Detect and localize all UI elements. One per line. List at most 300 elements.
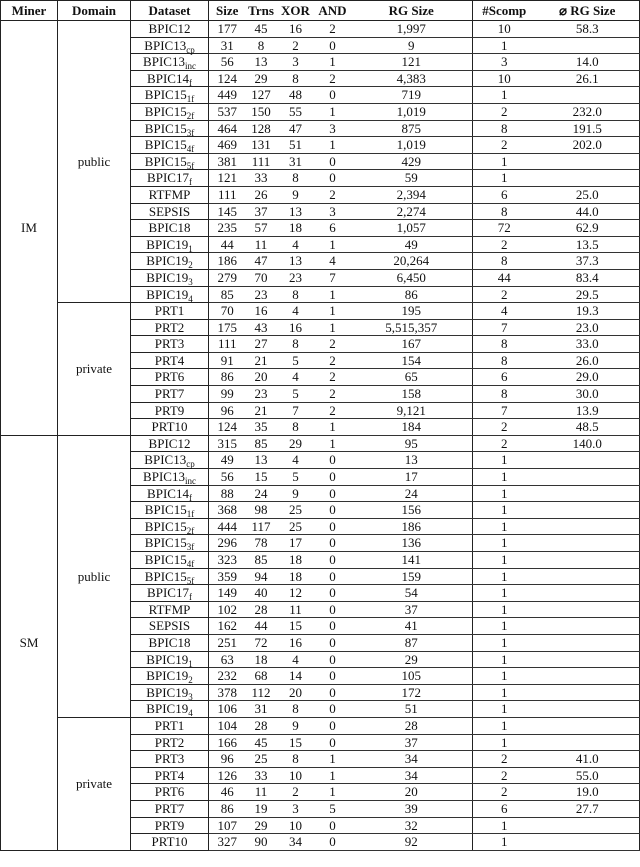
scomp-cell: 2 xyxy=(473,767,536,784)
scomp-cell: 1 xyxy=(473,651,536,668)
trns-cell: 21 xyxy=(246,352,277,369)
and-cell: 0 xyxy=(315,170,351,187)
rg-size-cell: 20 xyxy=(351,784,473,801)
scomp-cell: 1 xyxy=(473,485,536,502)
trns-cell: 21 xyxy=(246,402,277,419)
scomp-cell: 1 xyxy=(473,717,536,734)
xor-cell: 14 xyxy=(277,668,315,685)
and-cell: 4 xyxy=(315,253,351,270)
scomp-cell: 44 xyxy=(473,269,536,286)
xor-cell: 17 xyxy=(277,535,315,552)
dataset-cell xyxy=(131,634,209,651)
dataset-cell xyxy=(131,668,209,685)
header-size: Size xyxy=(209,1,246,21)
scomp-cell: 1 xyxy=(473,668,536,685)
trns-cell: 70 xyxy=(246,269,277,286)
rg-size-cell: 141 xyxy=(351,552,473,569)
avg-rg-size-cell: 25.0 xyxy=(536,186,640,203)
trns-cell: 40 xyxy=(246,585,277,602)
and-cell: 0 xyxy=(315,601,351,618)
and-cell: 0 xyxy=(315,717,351,734)
and-cell: 6 xyxy=(315,220,351,237)
avg-rg-size-cell: 62.9 xyxy=(536,220,640,237)
avg-rg-size-cell: 14.0 xyxy=(536,54,640,71)
scomp-cell: 3 xyxy=(473,54,536,71)
size-cell: 145 xyxy=(209,203,246,220)
trns-cell: 11 xyxy=(246,236,277,253)
xor-cell: 20 xyxy=(277,684,315,701)
trns-cell: 128 xyxy=(246,120,277,137)
table-row xyxy=(1,717,640,734)
trns-cell: 11 xyxy=(246,784,277,801)
size-cell: 175 xyxy=(209,319,246,336)
rg-size-cell: 9,121 xyxy=(351,402,473,419)
size-cell: 124 xyxy=(209,419,246,436)
scomp-cell: 8 xyxy=(473,120,536,137)
dataset-subscript: 5f xyxy=(186,575,195,586)
scomp-cell: 1 xyxy=(473,552,536,569)
domain-cell: private xyxy=(58,717,131,850)
trns-cell: 98 xyxy=(246,502,277,519)
dataset-subscript: cp xyxy=(186,44,195,55)
size-cell: 88 xyxy=(209,485,246,502)
xor-cell: 3 xyxy=(277,54,315,71)
dataset-name: PRT9 xyxy=(154,402,185,418)
rg-size-cell: 95 xyxy=(351,435,473,452)
dataset-subscript: f xyxy=(188,77,192,88)
and-cell: 1 xyxy=(315,751,351,768)
dataset-name: SEPSIS xyxy=(148,618,191,634)
avg-rg-size-cell: 44.0 xyxy=(536,203,640,220)
dataset-name: RTFMP xyxy=(148,601,191,617)
avg-rg-size-cell xyxy=(536,452,640,469)
rg-size-cell: 59 xyxy=(351,170,473,187)
rg-size-cell: 6,450 xyxy=(351,269,473,286)
dataset-cell xyxy=(131,751,209,768)
scomp-cell: 4 xyxy=(473,303,536,320)
xor-cell: 55 xyxy=(277,103,315,120)
scomp-cell: 1 xyxy=(473,153,536,170)
rg-size-cell: 20,264 xyxy=(351,253,473,270)
dataset-cell xyxy=(131,535,209,552)
trns-cell: 45 xyxy=(246,21,277,38)
trns-cell: 85 xyxy=(246,435,277,452)
and-cell: 0 xyxy=(315,668,351,685)
xor-cell: 8 xyxy=(277,70,315,87)
scomp-cell: 6 xyxy=(473,800,536,817)
and-cell: 3 xyxy=(315,203,351,220)
and-cell: 1 xyxy=(315,137,351,154)
avg-rg-size-cell xyxy=(536,651,640,668)
dataset-cell xyxy=(131,87,209,104)
rg-size-cell: 39 xyxy=(351,800,473,817)
dataset-name: BPIC19 xyxy=(146,269,189,285)
and-cell: 0 xyxy=(315,469,351,486)
xor-cell: 13 xyxy=(277,253,315,270)
trns-cell: 112 xyxy=(246,684,277,701)
size-cell: 444 xyxy=(209,518,246,535)
size-cell: 56 xyxy=(209,54,246,71)
dataset-name: PRT6 xyxy=(154,369,185,385)
and-cell: 2 xyxy=(315,352,351,369)
trns-cell: 47 xyxy=(246,253,277,270)
dataset-cell xyxy=(131,552,209,569)
xor-cell: 16 xyxy=(277,319,315,336)
miner-cell: SM xyxy=(1,435,58,850)
xor-cell: 15 xyxy=(277,618,315,635)
xor-cell: 4 xyxy=(277,303,315,320)
avg-rg-size-cell: 41.0 xyxy=(536,751,640,768)
dataset-subscript: inc xyxy=(184,476,196,487)
avg-rg-size-cell: 30.0 xyxy=(536,386,640,403)
and-cell: 0 xyxy=(315,37,351,54)
and-cell: 0 xyxy=(315,502,351,519)
size-cell: 126 xyxy=(209,767,246,784)
rg-size-cell: 28 xyxy=(351,717,473,734)
avg-rg-size-cell xyxy=(536,153,640,170)
xor-cell: 7 xyxy=(277,402,315,419)
dataset-name: PRT2 xyxy=(154,734,185,750)
xor-cell: 4 xyxy=(277,236,315,253)
avg-rg-size-cell xyxy=(536,668,640,685)
size-cell: 235 xyxy=(209,220,246,237)
and-cell: 0 xyxy=(315,701,351,718)
scomp-cell: 1 xyxy=(473,684,536,701)
trns-cell: 13 xyxy=(246,452,277,469)
scomp-cell: 10 xyxy=(473,70,536,87)
rg-size-cell: 121 xyxy=(351,54,473,71)
dataset-name: PRT10 xyxy=(151,834,188,850)
dataset-name: BPIC12 xyxy=(148,21,191,36)
xor-cell: 16 xyxy=(277,634,315,651)
avg-rg-size-cell: 13.9 xyxy=(536,402,640,419)
size-cell: 166 xyxy=(209,734,246,751)
and-cell: 1 xyxy=(315,435,351,452)
dataset-cell xyxy=(131,103,209,120)
rg-size-cell: 2,394 xyxy=(351,186,473,203)
avg-rg-size-cell xyxy=(536,502,640,519)
rg-size-cell: 92 xyxy=(351,834,473,851)
dataset-name: BPIC19 xyxy=(146,701,189,717)
dataset-cell xyxy=(131,469,209,486)
xor-cell: 34 xyxy=(277,834,315,851)
avg-rg-size-cell xyxy=(536,170,640,187)
trns-cell: 85 xyxy=(246,552,277,569)
dataset-name: PRT9 xyxy=(154,817,185,833)
dataset-cell xyxy=(131,419,209,436)
rg-size-cell: 172 xyxy=(351,684,473,701)
avg-rg-size-cell: 48.5 xyxy=(536,419,640,436)
size-cell: 86 xyxy=(209,800,246,817)
trns-cell: 8 xyxy=(246,37,277,54)
trns-cell: 44 xyxy=(246,618,277,635)
avg-rg-size-cell: 29.0 xyxy=(536,369,640,386)
rg-size-cell: 136 xyxy=(351,535,473,552)
table-body xyxy=(1,21,640,851)
dataset-cell xyxy=(131,303,209,320)
dataset-name: RTFMP xyxy=(148,186,191,202)
xor-cell: 9 xyxy=(277,717,315,734)
rg-size-cell: 158 xyxy=(351,386,473,403)
xor-cell: 2 xyxy=(277,37,315,54)
scomp-cell: 1 xyxy=(473,618,536,635)
dataset-name: BPIC12 xyxy=(148,435,191,451)
dataset-name: BPIC19 xyxy=(146,286,189,302)
dataset-cell xyxy=(131,137,209,154)
dataset-name: BPIC15 xyxy=(144,153,187,169)
trns-cell: 27 xyxy=(246,336,277,353)
rg-size-cell: 1,057 xyxy=(351,220,473,237)
xor-cell: 9 xyxy=(277,485,315,502)
dataset-cell xyxy=(131,269,209,286)
size-cell: 177 xyxy=(209,21,246,38)
dataset-cell xyxy=(131,352,209,369)
dataset-name: BPIC15 xyxy=(144,518,187,534)
size-cell: 469 xyxy=(209,137,246,154)
rg-size-cell: 105 xyxy=(351,668,473,685)
xor-cell: 8 xyxy=(277,419,315,436)
xor-cell: 47 xyxy=(277,120,315,137)
scomp-cell: 1 xyxy=(473,734,536,751)
miner-cell: IM xyxy=(1,21,58,436)
avg-rg-size-cell: 13.5 xyxy=(536,236,640,253)
xor-cell: 3 xyxy=(277,800,315,817)
and-cell: 1 xyxy=(315,319,351,336)
xor-cell: 8 xyxy=(277,170,315,187)
dataset-subscript: 2 xyxy=(188,260,193,271)
header-miner: Miner xyxy=(1,1,58,21)
dataset-cell xyxy=(131,153,209,170)
rg-size-cell: 186 xyxy=(351,518,473,535)
dataset-cell xyxy=(131,618,209,635)
xor-cell: 29 xyxy=(277,435,315,452)
rg-size-cell: 49 xyxy=(351,236,473,253)
size-cell: 99 xyxy=(209,386,246,403)
rg-size-cell: 429 xyxy=(351,153,473,170)
avg-rg-size-cell: 191.5 xyxy=(536,120,640,137)
xor-cell: 12 xyxy=(277,585,315,602)
scomp-cell: 1 xyxy=(473,634,536,651)
and-cell: 2 xyxy=(315,21,351,38)
xor-cell: 48 xyxy=(277,87,315,104)
header-avg-rg-size: ⌀ RG Size xyxy=(536,1,640,21)
avg-rg-size-cell xyxy=(536,684,640,701)
size-cell: 86 xyxy=(209,369,246,386)
xor-cell: 10 xyxy=(277,767,315,784)
dataset-name: PRT3 xyxy=(154,751,185,767)
xor-cell: 4 xyxy=(277,452,315,469)
dataset-subscript: inc xyxy=(184,61,196,72)
scomp-cell: 1 xyxy=(473,568,536,585)
trns-cell: 150 xyxy=(246,103,277,120)
scomp-cell: 1 xyxy=(473,469,536,486)
rg-size-cell: 65 xyxy=(351,369,473,386)
rg-size-cell: 1,019 xyxy=(351,103,473,120)
dataset-name: BPIC18 xyxy=(148,634,191,650)
and-cell: 1 xyxy=(315,54,351,71)
scomp-cell: 2 xyxy=(473,103,536,120)
trns-cell: 57 xyxy=(246,220,277,237)
xor-cell: 4 xyxy=(277,651,315,668)
size-cell: 107 xyxy=(209,817,246,834)
rg-size-cell: 4,383 xyxy=(351,70,473,87)
dataset-cell xyxy=(131,834,209,851)
size-cell: 121 xyxy=(209,170,246,187)
scomp-cell: 2 xyxy=(473,419,536,436)
avg-rg-size-cell xyxy=(536,518,640,535)
trns-cell: 25 xyxy=(246,751,277,768)
dataset-name: PRT2 xyxy=(154,319,185,335)
scomp-cell: 1 xyxy=(473,817,536,834)
trns-cell: 94 xyxy=(246,568,277,585)
xor-cell: 18 xyxy=(277,552,315,569)
table-row xyxy=(1,303,640,320)
size-cell: 102 xyxy=(209,601,246,618)
rg-size-cell: 87 xyxy=(351,634,473,651)
xor-cell: 15 xyxy=(277,734,315,751)
xor-cell: 5 xyxy=(277,469,315,486)
avg-rg-size-cell xyxy=(536,601,640,618)
and-cell: 7 xyxy=(315,269,351,286)
dataset-subscript: 4 xyxy=(188,708,193,719)
dataset-name: BPIC15 xyxy=(144,87,187,103)
avg-rg-size-cell: 58.3 xyxy=(536,21,640,38)
and-cell: 0 xyxy=(315,485,351,502)
rg-size-cell: 34 xyxy=(351,767,473,784)
scomp-cell: 2 xyxy=(473,751,536,768)
dataset-cell xyxy=(131,701,209,718)
and-cell: 5 xyxy=(315,800,351,817)
trns-cell: 78 xyxy=(246,535,277,552)
dataset-name: BPIC13 xyxy=(144,452,187,468)
and-cell: 0 xyxy=(315,568,351,585)
trns-cell: 29 xyxy=(246,70,277,87)
size-cell: 359 xyxy=(209,568,246,585)
size-cell: 96 xyxy=(209,751,246,768)
rg-size-cell: 17 xyxy=(351,469,473,486)
xor-cell: 25 xyxy=(277,502,315,519)
dataset-name: BPIC19 xyxy=(146,651,189,667)
dataset-subscript: 3 xyxy=(188,691,193,702)
xor-cell: 8 xyxy=(277,336,315,353)
trns-cell: 15 xyxy=(246,469,277,486)
dataset-name: BPIC19 xyxy=(146,236,189,252)
rg-size-cell: 37 xyxy=(351,734,473,751)
dataset-subscript: 2f xyxy=(186,110,195,121)
dataset-subscript: 2f xyxy=(186,525,195,536)
scomp-cell: 2 xyxy=(473,236,536,253)
avg-rg-size-cell xyxy=(536,469,640,486)
avg-rg-size-cell xyxy=(536,634,640,651)
and-cell: 3 xyxy=(315,120,351,137)
rg-size-cell: 159 xyxy=(351,568,473,585)
size-cell: 368 xyxy=(209,502,246,519)
dataset-cell xyxy=(131,286,209,303)
scomp-cell: 1 xyxy=(473,170,536,187)
avg-rg-size-cell xyxy=(536,535,640,552)
trns-cell: 43 xyxy=(246,319,277,336)
avg-rg-size-cell: 232.0 xyxy=(536,103,640,120)
size-cell: 96 xyxy=(209,402,246,419)
xor-cell: 13 xyxy=(277,203,315,220)
avg-rg-size-cell: 26.1 xyxy=(536,70,640,87)
dataset-name: BPIC13 xyxy=(144,37,187,53)
dataset-name: PRT7 xyxy=(154,386,185,402)
and-cell: 2 xyxy=(315,369,351,386)
rg-size-cell: 719 xyxy=(351,87,473,104)
dataset-cell xyxy=(131,120,209,137)
dataset-subscript: 4f xyxy=(186,144,195,155)
size-cell: 251 xyxy=(209,634,246,651)
scomp-cell: 6 xyxy=(473,186,536,203)
dataset-subscript: 3f xyxy=(186,542,195,553)
and-cell: 1 xyxy=(315,419,351,436)
dataset-name: PRT1 xyxy=(154,303,185,319)
rg-size-cell: 167 xyxy=(351,336,473,353)
domain-cell: public xyxy=(58,21,131,303)
dataset-subscript: 1f xyxy=(186,509,195,520)
header-domain: Domain xyxy=(58,1,131,21)
xor-cell: 2 xyxy=(277,784,315,801)
rg-size-cell: 86 xyxy=(351,286,473,303)
dataset-name: PRT10 xyxy=(151,419,188,435)
dataset-cell xyxy=(131,21,209,38)
dataset-name: BPIC17 xyxy=(147,170,189,186)
dataset-name: BPIC15 xyxy=(144,552,187,567)
rg-size-cell: 2,274 xyxy=(351,203,473,220)
trns-cell: 35 xyxy=(246,419,277,436)
xor-cell: 31 xyxy=(277,153,315,170)
dataset-cell xyxy=(131,684,209,701)
dataset-name: PRT3 xyxy=(154,336,185,352)
scomp-cell: 1 xyxy=(473,37,536,54)
xor-cell: 8 xyxy=(277,286,315,303)
dataset-cell xyxy=(131,502,209,519)
scomp-cell: 8 xyxy=(473,253,536,270)
table-row xyxy=(1,21,640,38)
dataset-name: BPIC15 xyxy=(144,568,187,584)
rg-size-cell: 54 xyxy=(351,585,473,602)
xor-cell: 18 xyxy=(277,220,315,237)
avg-rg-size-cell: 37.3 xyxy=(536,253,640,270)
dataset-cell xyxy=(131,220,209,237)
xor-cell: 8 xyxy=(277,751,315,768)
and-cell: 0 xyxy=(315,87,351,104)
avg-rg-size-cell: 27.7 xyxy=(536,800,640,817)
dataset-cell xyxy=(131,651,209,668)
xor-cell: 23 xyxy=(277,269,315,286)
scomp-cell: 8 xyxy=(473,352,536,369)
dataset-name: BPIC14 xyxy=(147,70,189,86)
scomp-cell: 2 xyxy=(473,784,536,801)
dataset-cell xyxy=(131,784,209,801)
rg-size-cell: 29 xyxy=(351,651,473,668)
trns-cell: 127 xyxy=(246,87,277,104)
and-cell: 2 xyxy=(315,402,351,419)
dataset-name: PRT1 xyxy=(154,717,185,733)
size-cell: 44 xyxy=(209,236,246,253)
header-and: AND xyxy=(315,1,351,21)
xor-cell: 11 xyxy=(277,601,315,618)
dataset-cell xyxy=(131,253,209,270)
table-row xyxy=(1,435,640,452)
dataset-subscript: 1 xyxy=(188,658,193,669)
size-cell: 91 xyxy=(209,352,246,369)
scomp-cell: 8 xyxy=(473,336,536,353)
dataset-name: SEPSIS xyxy=(148,203,191,219)
and-cell: 0 xyxy=(315,618,351,635)
domain-cell: private xyxy=(58,303,131,436)
